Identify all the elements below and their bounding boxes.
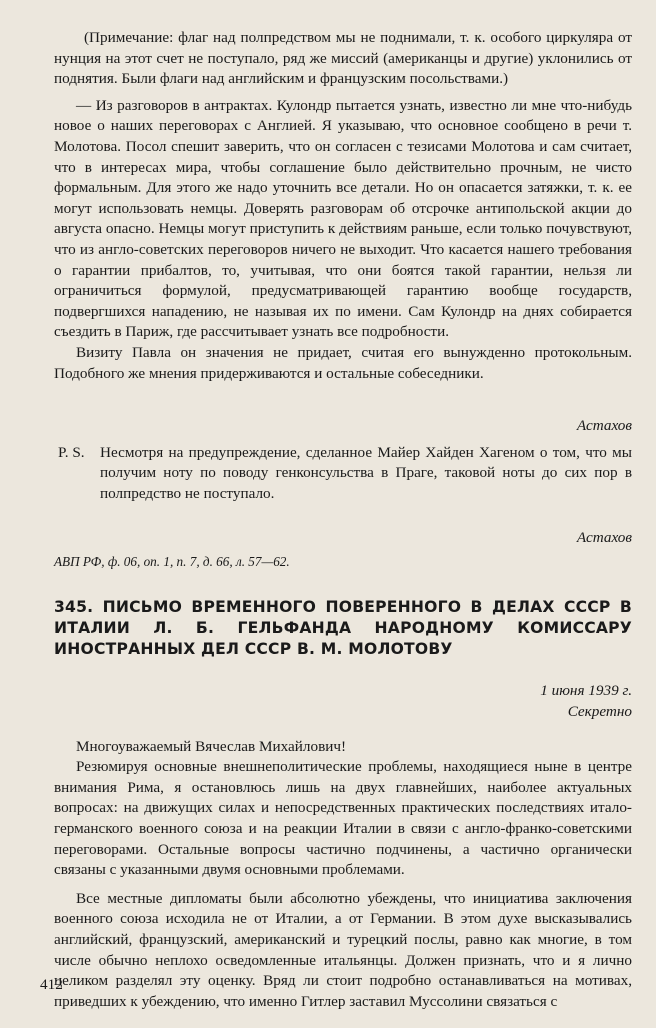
postscript-text: Несмотря на предупреждение, сделанное Майер Хайден Хагеном о том, что мы получим ноту по поводу генконсульства в Праге, таковой ноты до сих пор в полпредство не поступало. bbox=[100, 443, 632, 502]
signature: Астахов bbox=[576, 417, 632, 435]
document-date: 1 июня 1939 г. bbox=[540, 682, 632, 700]
archive-reference: АВП РФ, ф. 06, оп. 1, п. 7, д. 66, л. 57—62. bbox=[54, 554, 290, 570]
date-block bbox=[54, 681, 632, 722]
signature: Астахов bbox=[576, 529, 632, 547]
postscript bbox=[54, 443, 632, 505]
note-paragraph: (Примечание: флаг над полпредством мы не поднимали, т. к. особого циркуляра от нунция на этот счет не поступало, ряд же миссий (американцы и другие) уклонились от поднятия. Были флаги над английским и французским посольствами.) bbox=[54, 29, 632, 88]
body-paragraph: — Из разговоров в антрактах. Кулондр пытается узнать, известно ли мне что-нибудь новое о наших переговорах с Англией. Я указываю, что основное сообщено в речи т. Молотова. Посол спешит заверить, что он согласен с тезисами Молотова и сам считает, что в интересах мира, чтобы соглашение было действительно прочным, не чисто формальным. Для этого же надо уточнить все детали. Но он опасается затяжки, т. к. ее могут использовать немцы. Доверять разговорам об отсрочке антипольской акции до августа опасно. Немцы могут приступить к действиям раньше, если только почувствуют, что из англо-советских переговоров ничего не выходит. Что касается нашего требования о гарантии прибалтов, то, учитывая, что они боятся такой гарантии, нельзя ли ограничиться формулой, предусматривающей гарантию вообще государств, подвергшихся нападению, не называя их по имени. Сам Кулондр на днях собирается съездить в Париж, где рассчитывает узнать все подробности. bbox=[54, 96, 632, 341]
page-number: 412 bbox=[40, 976, 63, 993]
document-page bbox=[54, 28, 632, 1012]
classification-mark: Секретно bbox=[567, 703, 632, 721]
postscript-label: P. S. bbox=[58, 443, 85, 461]
letter-paragraph: Резюмируя основные внешнеполитические проблемы, находящиеся ныне в центре внимания Рима, я остановлюсь лишь на двух главнейших, наиболее актуальных вопросах: на движущих силах и непосредственных практических последствиях итало-германского военного союза и на реакции Италии в связи с англо-франко-советскими переговорами. Остальные вопросы частично подчинены, а частично органически связаны с указанными двумя основными проблемами. bbox=[54, 758, 632, 879]
body-paragraph: Визиту Павла он значения не придает, считая его вынужденно протокольным. Подобного же мнения придерживаются и остальные собеседники. bbox=[54, 343, 632, 382]
letter-paragraph: Все местные дипломаты были абсолютно убеждены, что инициатива заключения военного союза исходила не от Италии, а от Германии. В этом духе высказывались английский, французский, американский и турецкий послы, равно как многие, в том числе обычно неплохо осведомленные итальянцы. Должен признать, что и я лично целиком разделял эту оценку. Вряд ли стоит подробно останавливаться на мотивах, приведших к убеждению, что именно Гитлер заставил Муссолини связаться с bbox=[54, 889, 632, 1010]
document-heading: 345. ПИСЬМО ВРЕМЕННОГО ПОВЕРЕННОГО В ДЕЛАХ СССР В ИТАЛИИ Л. Б. ГЕЛЬФАНДА НАРОДНОМУ КОМИССАРУ ИНОСТРАННЫХ ДЕЛ СССР В. М. МОЛОТОВУ bbox=[54, 598, 632, 658]
salutation: Многоуважаемый Вячеслав Михайлович! bbox=[76, 737, 347, 755]
